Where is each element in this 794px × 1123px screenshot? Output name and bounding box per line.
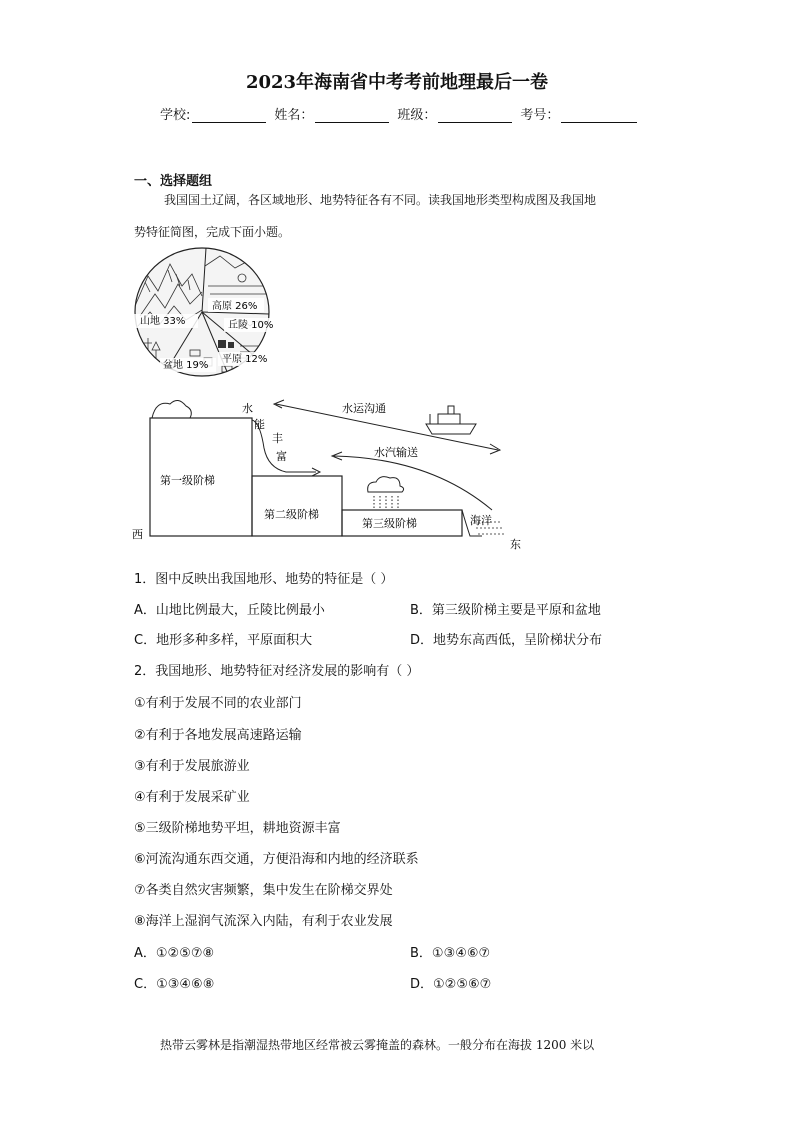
question-2-stem: 2．我国地形、地势特征对经济发展的影响有（ ） xyxy=(134,664,420,679)
label-hydro-1: 水 xyxy=(242,402,253,415)
q1-option-a[interactable]: A．山地比例最大，丘陵比例最小 xyxy=(134,603,325,618)
intro-line-1: 我国国土辽阔，各区域地形、地势特征各有不同。读我国地形类型构成图及我国地 xyxy=(164,193,597,207)
label-hydro-4: 富 xyxy=(276,450,287,463)
label-step3: 第三级阶梯 xyxy=(362,517,417,530)
label-plains: 平原 12% xyxy=(222,354,268,365)
q2-item-7: ⑦各类自然灾害频繁，集中发生在阶梯交界处 xyxy=(134,883,393,898)
label-water-transport: 水运沟通 xyxy=(342,402,386,415)
water-transport-arrow xyxy=(276,404,498,450)
snow-cap-sketch xyxy=(152,400,191,418)
step2-block xyxy=(252,476,342,536)
school-blank[interactable] xyxy=(192,108,266,123)
question-1-stem: 1．图中反映出我国地形、地势的特征是（ ） xyxy=(134,572,394,587)
label-hills: 丘陵 10% xyxy=(228,320,274,331)
q2-item-1: ①有利于发展不同的农业部门 xyxy=(134,696,302,711)
q1-option-b[interactable]: B．第三级阶梯主要是平原和盆地 xyxy=(410,603,601,618)
ship-icon xyxy=(426,406,476,434)
label-vapor-transport: 水汽输送 xyxy=(374,446,418,459)
next-passage-text: 热带云雾林是指潮湿热带地区经常被云雾掩盖的森林。一般分布在海拔 1200 米以 xyxy=(160,1038,595,1052)
class-blank[interactable] xyxy=(438,108,512,123)
q2-item-4: ④有利于发展采矿业 xyxy=(134,790,250,805)
label-ocean: 海洋 xyxy=(470,514,492,527)
terrain-steps-figure xyxy=(130,392,530,552)
q1-option-d[interactable]: D．地势东高西低，呈阶梯状分布 xyxy=(410,633,603,648)
q2-option-c[interactable]: C．①③④⑥⑧ xyxy=(134,977,215,992)
label-east: 东 xyxy=(510,538,521,551)
vapor-transport-arrow xyxy=(334,456,492,510)
q2-item-3: ③有利于发展旅游业 xyxy=(134,759,250,774)
label-basins: 盆地 19% xyxy=(163,360,209,371)
q2-item-8: ⑧海洋上湿润气流深入内陆，有利于农业发展 xyxy=(134,914,393,929)
q1-option-c[interactable]: C．地形多种多样，平原面积大 xyxy=(134,633,313,648)
name-label: 姓名： xyxy=(274,108,314,123)
section-heading: 一、选择题组 xyxy=(134,174,213,189)
intro-line-2: 势特征简图，完成下面小题。 xyxy=(134,225,291,239)
student-info-line xyxy=(160,104,643,123)
class-label: 班级： xyxy=(397,108,437,123)
school-label: 学校: xyxy=(160,108,191,123)
q2-option-b[interactable]: B．①③④⑥⑦ xyxy=(410,946,491,961)
q2-item-2: ②有利于各地发展高速路运输 xyxy=(134,728,302,743)
exam-number-label: 考号： xyxy=(520,108,560,123)
name-blank[interactable] xyxy=(315,108,389,123)
q2-option-d[interactable]: D．①②⑤⑥⑦ xyxy=(410,977,492,992)
label-hydro-2: 能 xyxy=(254,418,265,431)
q2-item-6: ⑥河流沟通东西交通，方便沿海和内地的经济联系 xyxy=(134,852,419,867)
label-mountains: 山地 33% xyxy=(140,316,186,327)
label-hydro-3: 丰 xyxy=(272,432,283,445)
exam-title: 2023年海南省中考考前地理最后一卷 xyxy=(245,72,549,93)
label-step1: 第一级阶梯 xyxy=(160,474,215,487)
intro-text xyxy=(134,184,674,248)
q2-item-5: ⑤三级阶梯地势平坦，耕地资源丰富 xyxy=(134,821,341,836)
label-plateau: 高原 26% xyxy=(212,301,258,312)
label-step2: 第二级阶梯 xyxy=(264,508,319,521)
rain-cloud-icon xyxy=(368,477,404,508)
exam-number-blank[interactable] xyxy=(561,108,637,123)
label-west: 西 xyxy=(132,528,143,541)
terrain-type-pie-figure xyxy=(130,246,280,386)
q2-option-a[interactable]: A．①②⑤⑦⑧ xyxy=(134,946,215,961)
